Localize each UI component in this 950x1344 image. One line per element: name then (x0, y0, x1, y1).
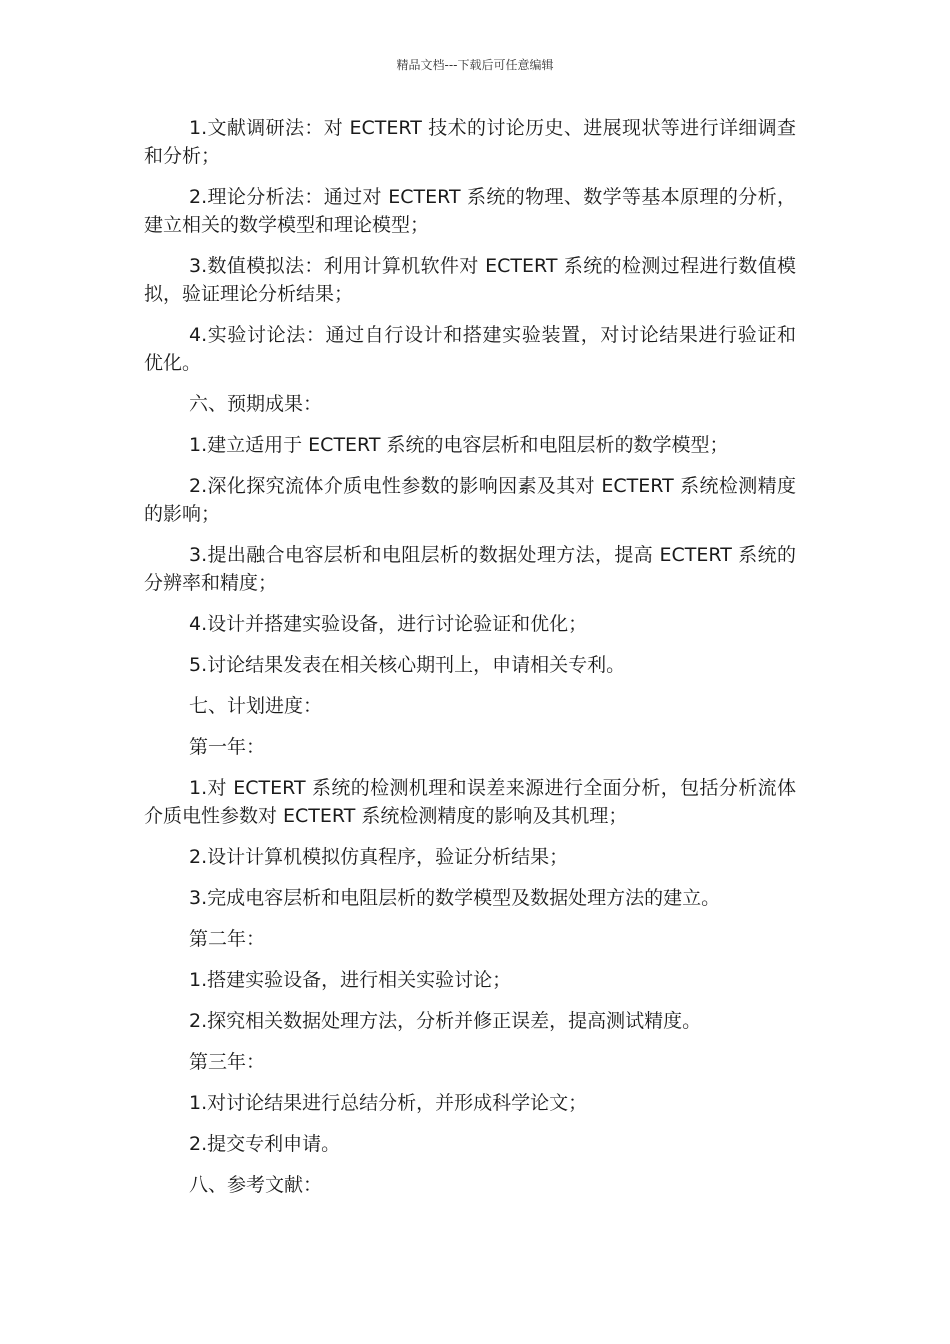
year-heading: 第二年： (189, 928, 266, 950)
paragraph: 1.对讨论结果进行总结分析，并形成科学论文； (189, 1092, 588, 1114)
paragraph: 4.设计并搭建实验设备，进行讨论验证和优化； (189, 613, 588, 635)
paragraph: 2.理论分析法：通过对 ECTERT 系统的物理、数学等基本原理的分析，建立相关的数学模型和理论模型； (144, 186, 796, 236)
paragraph: 1.对 ECTERT 系统的检测机理和误差来源进行全面分析，包括分析流体介质电性参数对 ECTERT 系统检测精度的影响及其机理； (144, 777, 796, 827)
section-heading: 六、预期成果： (189, 393, 323, 415)
year-heading: 第一年： (189, 736, 266, 758)
paragraph: 4.实验讨论法：通过自行设计和搭建实验装置，对讨论结果进行验证和优化。 (144, 324, 796, 374)
paragraph: 3.完成电容层析和电阻层析的数学模型及数据处理方法的建立。 (189, 887, 721, 909)
page-header: 精品文档---下载后可任意编辑 (396, 58, 554, 72)
paragraph: 2.深化探究流体介质电性参数的影响因素及其对 ECTERT 系统检测精度的影响； (144, 475, 796, 525)
paragraph: 1.搭建实验设备，进行相关实验讨论； (189, 969, 512, 991)
year-heading: 第三年： (189, 1051, 266, 1073)
paragraph: 1.建立适用于 ECTERT 系统的电容层析和电阻层析的数学模型； (189, 434, 729, 456)
paragraph: 2.探究相关数据处理方法，分析并修正误差，提高测试精度。 (189, 1010, 702, 1032)
paragraph: 3.数值模拟法：利用计算机软件对 ECTERT 系统的检测过程进行数值模拟，验证理论分析结果； (144, 255, 796, 305)
section-heading: 七、计划进度： (189, 695, 323, 717)
paragraph: 1.文献调研法：对 ECTERT 技术的讨论历史、进展现状等进行详细调查和分析； (144, 117, 796, 167)
paragraph: 2.提交专利申请。 (189, 1133, 341, 1155)
paragraph: 2.设计计算机模拟仿真程序，验证分析结果； (189, 846, 569, 868)
section-heading: 八、参考文献： (189, 1174, 323, 1196)
document-body (144, 114, 796, 1212)
paragraph: 5.讨论结果发表在相关核心期刊上，申请相关专利。 (189, 654, 626, 676)
paragraph: 3.提出融合电容层析和电阻层析的数据处理方法，提高 ECTERT 系统的分辨率和精度； (144, 544, 796, 594)
